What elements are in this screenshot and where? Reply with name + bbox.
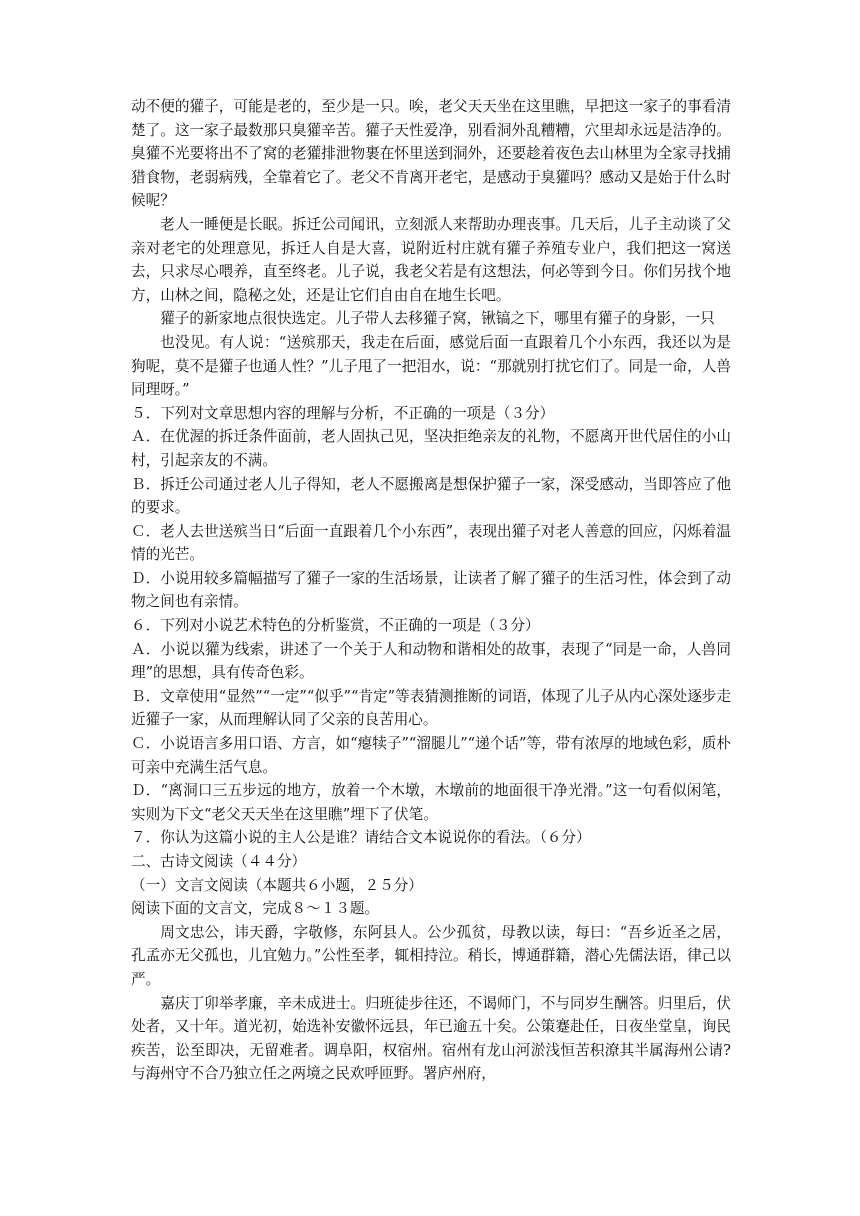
paragraph: 老人一睡便是长眠。拆迁公司闻讯，立刻派人来帮助办理丧事。几天后，儿子主动谈了父亲对老宅的处理意见，拆迁人自是大喜，说附近村庄就有獾子养殖专业户，我们把这一窝送去，只求尽心喂养，直至终老。儿子说，我老父若是有这想法，何必等到今日。你们另找个地方，山林之间，隐秘之处，还是让它们自由自在地生长吧。: [131, 215, 731, 304]
question-5-option-c: Ｃ．老人去世送殡当日“后面一直跟着几个小东西”，表现出獾子对老人善意的回应，闪烁着温情的光芒。: [131, 522, 731, 564]
document-page: [131, 95, 731, 1086]
reading-instruction: 阅读下面的文言文，完成８～１３题。: [131, 900, 380, 918]
question-5-option-b: Ｂ．拆迁公司通过老人儿子得知，老人不愿搬离是想保护獾子一家，深受感动，当即答应了他的要求。: [131, 475, 731, 517]
question-5-option-d: Ｄ．小说用较多篇幅描写了獾子一家的生活场景，让读者了解了獾子的生活习性，体会到了动物之间也有亲情。: [131, 569, 731, 611]
question-6: ６．下列对小说艺术特色的分析鉴赏，不正确的一项是（３分）: [131, 617, 540, 635]
subsection-heading: （一）文言文阅读（本题共６小题，２５分）: [131, 876, 423, 894]
paragraph: 也没见。有人说：“送殡那天，我走在后面，感觉后面一直跟着几个小东西，我还以为是狗呢，莫不是獾子也通人性？”儿子甩了一把泪水，说：“那就别打扰它们了。同是一命，人兽同理呀。”: [131, 333, 731, 399]
question-6-option-a: Ａ．小说以獾为线索，讲述了一个关于人和动物和谐相处的故事，表现了“同是一命，人兽同理”的思想，具有传奇色彩。: [131, 640, 731, 682]
classical-text-paragraph: 嘉庆丁卯举孝廉，辛未成进士。归班徒步往还，不谒师门，不与同岁生酬答。归里后，伏处者，又十年。道光初，始选补安徽怀远县，年已逾五十矣。公策蹇赴任，日夜坐堂皇，询民疾苦，讼至即决，无留难者。调阜阳，权宿州。宿州有龙山河淤浅恒苦积潦其半属海州公请?与海州守不合乃独立任之两境之民欢呼匝野。署庐州府，: [131, 994, 731, 1083]
question-7: ７．你认为这篇小说的主人公是谁？请结合文本说说你的看法。（６分）: [131, 829, 591, 847]
question-6-option-c: Ｃ．小说语言多用口语、方言，如“瘪犊子”“溜腿儿”“递个话”等，带有浓厚的地域色彩，质朴可亲中充满生活气息。: [131, 735, 731, 776]
section-heading: 二、古诗文阅读（４４分）: [131, 853, 307, 870]
question-6-option-d: Ｄ．“离洞口三五步远的地方，放着一个木墩，木墩前的地面很干净光滑。”这一句看似闲笔，实则为下文“老父天天坐在这里瞧”埋下了伏笔。: [131, 782, 731, 823]
question-5: ５．下列对文章思想内容的理解与分析，不正确的一项是（３分）: [131, 404, 555, 422]
paragraph: 獾子的新家地点很快选定。儿子带人去移獾子窝，锹镐之下，哪里有獾子的身影，一只: [160, 310, 715, 328]
classical-text-paragraph: 周文忠公，讳天爵，字敬修，东阿县人。公少孤贫，母教以读，每曰：“吾乡近圣之居，孔孟亦无父孤也，儿宜勉力。”公性至孝，辄相持泣。稍长，博通群籍，潜心先儒法语，律己以严。: [131, 923, 731, 988]
question-5-option-a: Ａ．在优渥的拆迁条件面前，老人固执己见，坚决拒绝亲友的礼物，不愿离开世代居住的小山村，引起亲友的不满。: [131, 428, 731, 469]
question-6-option-b: Ｂ．文章使用“显然”“一定”“似乎”“肯定”等表猜测推断的词语，体现了儿子从内心深处逐步走近獾子一家，从而理解认同了父亲的良苦用心。: [131, 687, 731, 729]
paragraph: 动不便的獾子，可能是老的，至少是一只。唉，老父天天坐在这里瞧，早把这一家子的事看清楚了。这一家子最数那只臭獾辛苦。獾子天性爱净，别看洞外乱糟糟，穴里却永远是洁净的。臭獾不光要将出不了窝的老獾排泄物裹在怀里送到洞外，还要趁着夜色去山林里为全家寻找捕猎食物，老弱病残，全靠着它了。老父不肯离开老宅，是感动于臭獾吗？感动又是始于什么时候呢？: [131, 98, 731, 210]
